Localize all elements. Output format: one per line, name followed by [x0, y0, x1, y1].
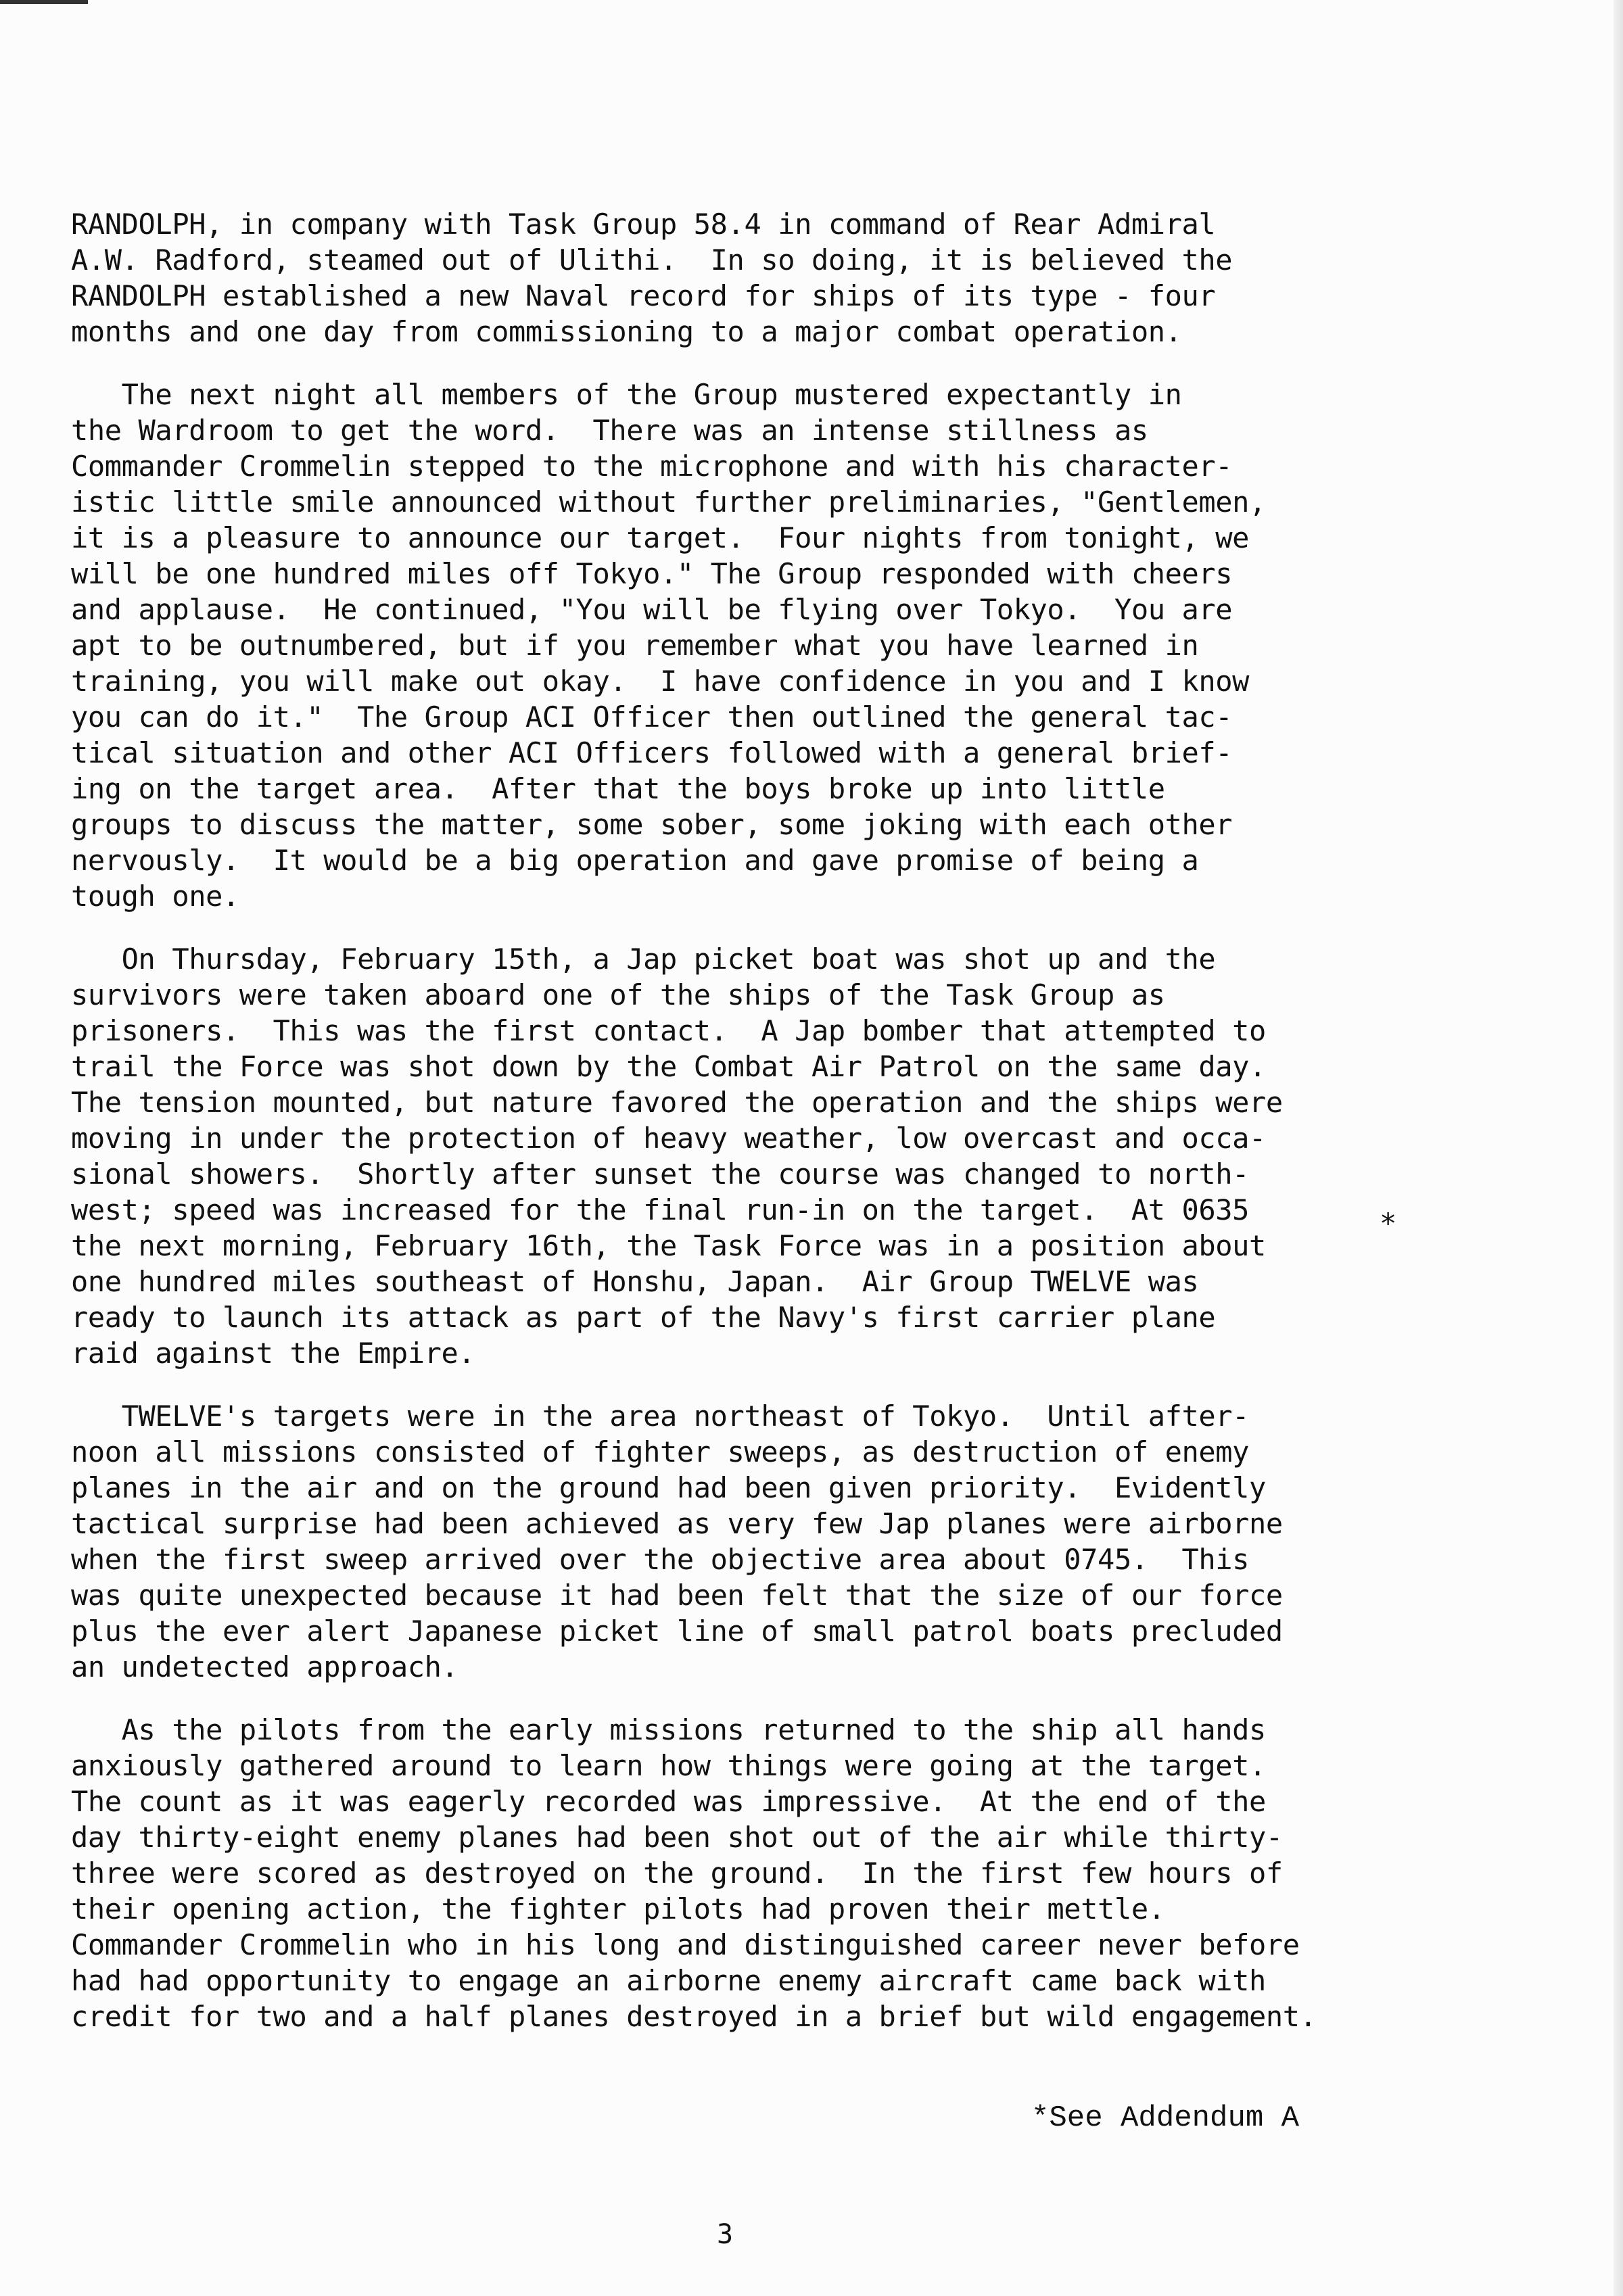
page-right-edge	[1614, 0, 1623, 2296]
paragraph-2: The next night all members of the Group mustered expectantly in the Wardroom to get the word. There was an intense stillness as Commander Crommelin stepped to the microphone and with his character- istic little smile announced without further preliminaries, "Gentlemen, it is a pleasure to announce our target. Four nights from tonight, we will be one hundred miles off Tokyo." The Group responded with cheers and applause. He continued, "You will be flying over Tokyo. You are apt to be outnumbered, but if you remember what you have learned in training, you will make out okay. I have confidence in you and I know you can do it." The Group ACI Officer then outlined the general tac- tical situation and other ACI Officers followed with a general brief- ing on the target area. After that the boys broke up into little groups to discuss the matter, some sober, some joking with each other nervously. It would be a big operation and gave promise of being a tough one.	[71, 378, 1266, 913]
paragraph-1: RANDOLPH, in company with Task Group 58.4 in command of Rear Admiral A.W. Radford, steamed out of Ulithi. In so doing, it is believed the RANDOLPH established a new Naval record for ships of its type - four months and one day from commissioning to a major combat operation.	[71, 208, 1233, 348]
paragraph-5: As the pilots from the early missions returned to the ship all hands anxiously gathered around to learn how things were going at the target. The count as it was eagerly recorded was impressive. At the end of the day thirty-eight enemy planes had been shot out of the air while thirty- three were scored as destroyed on the ground. In the first few hours of their opening action, the fighter pilots had proven their mettle. Commander Crommelin who in his long and distinguished career never before had had opportunity to engage an airborne enemy aircraft came back with credit for two and a half planes destroyed in a brief but wild engagement.	[71, 1713, 1317, 2033]
page-number: 3	[717, 2219, 734, 2250]
body-text	[71, 206, 1413, 2061]
paragraph-4: TWELVE's targets were in the area northeast of Tokyo. Until after- noon all missions consisted of fighter sweeps, as destruction of enemy planes in the air and on the ground had been given priority. Evidently tactical surprise had been achieved as very few Jap planes were airborne when the first sweep arrived over the objective area about 0745. This was quite unexpected because it had been felt that the size of our force plus the ever alert Japanese picket line of small patrol boats precluded an undetected approach.	[71, 1400, 1283, 1683]
paragraph-3: On Thursday, February 15th, a Jap picket boat was shot up and the survivors were taken aboard one of the ships of the Task Group as prisoners. This was the first contact. A Jap bomber that attempted to trail the Force was shot down by the Combat Air Patrol on the same day. The tension mounted, but nature favored the operation and the ships were moving in under the protection of heavy weather, low overcast and occa- sional showers. Shortly after sunset the course was changed to north- west; speed was increased for the final run-in on the target. At 0635 the next morning, February 16th, the Task Force was in a position about one hundred miles southeast of Honshu, Japan. Air Group TWELVE was ready to launch its attack as part of the Navy's first carrier plane raid against the Empire.	[71, 942, 1283, 1370]
footnote: *See Addendum A	[1031, 2101, 1300, 2135]
page-top-edge	[0, 0, 88, 4]
margin-asterisk: *	[1380, 1207, 1397, 1240]
